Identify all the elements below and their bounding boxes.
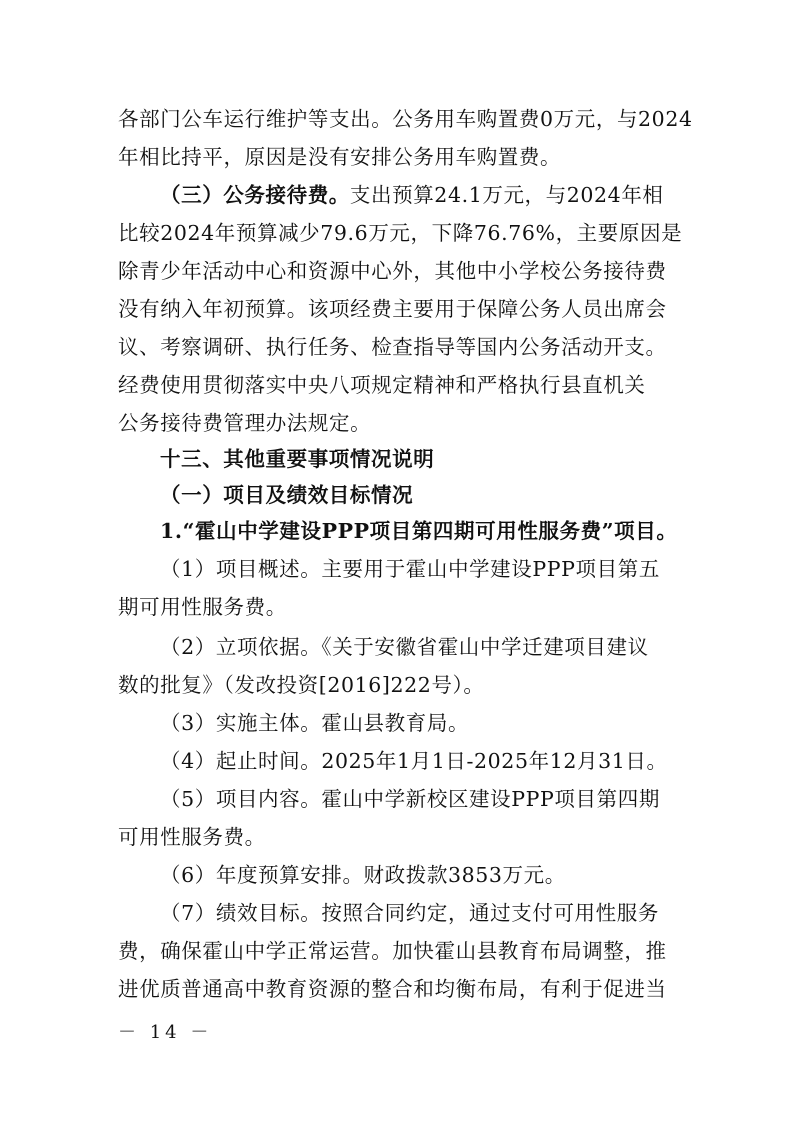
text-line: 没有纳入年初预算。该项经费主要用于保障公务人员出席会 <box>118 297 667 321</box>
text-line: 除青少年活动中心和资源中心外，其他中小学校公务接待费 <box>118 259 667 283</box>
text-line: 进优质普通高中教育资源的整合和均衡布局，有利于促进当 <box>118 977 667 1001</box>
text-line: 可用性服务费。 <box>118 825 266 849</box>
item-content: （5）项目内容。霍山中学新校区建设PPP项目第四期 <box>160 787 660 811</box>
section-paragraph-reception <box>160 176 678 214</box>
text-line: 数的批复》（发改投资[2016]222号）。 <box>118 673 485 697</box>
text-line: 公务接待费管理办法规定。 <box>118 411 372 435</box>
text-line: 议、考察调研、执行任务、检查指导等国内公务活动开支。 <box>118 335 667 359</box>
item-budget: （6）年度预算安排。财政拨款3853万元。 <box>160 863 566 887</box>
section-heading-13: 十三、其他重要事项情况说明 <box>160 447 435 471</box>
text-line: 年相比持平，原因是没有安排公务用车购置费。 <box>118 145 562 169</box>
item-overview: （1）项目概述。主要用于霍山中学建设PPP项目第五 <box>160 557 660 581</box>
text-line: 各部门公车运行维护等支出。公务用车购置费0万元，与2024 <box>118 107 693 131</box>
subsection-heading: （一）项目及绩效目标情况 <box>160 483 414 507</box>
text-line: 比较2024年预算减少79.6万元，下降76.76%，主要原因是 <box>118 221 683 245</box>
page-number: － 14 － <box>118 1022 213 1043</box>
text-line: 经费使用贯彻落实中央八项规定精神和严格执行县直机关 <box>118 373 646 397</box>
text-line: 费，确保霍山中学正常运营。加快霍山县教育布局调整，推 <box>118 939 667 963</box>
item-period: （4）起止时间。2025年1月1日-2025年12月31日。 <box>160 749 668 773</box>
text-line: 期可用性服务费。 <box>118 595 287 619</box>
item-implementer: （3）实施主体。霍山县教育局。 <box>160 711 470 735</box>
item-basis: （2）立项依据。《关于安徽省霍山中学迁建项目建议 <box>160 635 649 659</box>
text-line: 支出预算24.1万元，与2024年相 <box>349 183 664 207</box>
project-title: 1.“霍山中学建设PPP项目第四期可用性服务费”项目。 <box>160 519 678 543</box>
section-heading-reception-fee: （三）公务接待费。 <box>160 183 350 207</box>
item-goals: （7）绩效目标。按照合同约定，通过支付可用性服务 <box>160 901 659 925</box>
